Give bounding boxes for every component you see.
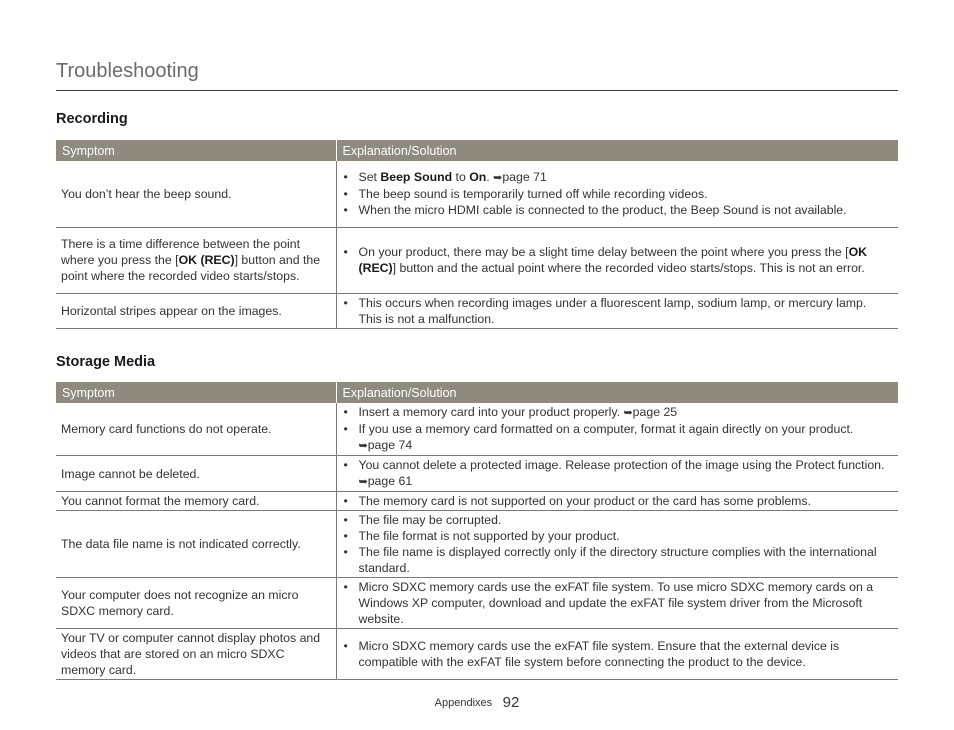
bullet-item: • Micro SDXC memory cards use the exFAT file system. To use micro SDXC memory cards on a Windows XP computer, download and update the exFAT file system driver from the Microsoft website.	[343, 579, 893, 627]
table-row	[56, 293, 898, 328]
table-row	[56, 403, 898, 456]
page-reference-arrow-icon: ➥	[623, 407, 633, 419]
table-row	[56, 511, 898, 578]
table-row	[56, 456, 898, 492]
solution-cell	[336, 511, 898, 578]
symptom-cell: Your TV or computer cannot display photos and videos that are stored on an micro SDXC memory card.	[56, 629, 336, 680]
page-number: 92	[502, 694, 520, 712]
solution-cell	[336, 403, 898, 456]
table-header-row	[56, 140, 898, 161]
page-reference: page 61	[367, 474, 413, 488]
bullet-item: • You cannot delete a protected image. Release protection of the image using the Protect function. ➥page 61	[343, 457, 893, 490]
solution-cell	[336, 456, 898, 492]
page-footer	[0, 694, 954, 712]
bullet-item: • Insert a memory card into your product properly. ➥page 25	[343, 404, 893, 421]
bullet-item: • On your product, there may be a slight time delay between the point where you press the [OK (REC)] button and the actual point where the recorded video starts/stops. This is not an error.	[343, 244, 893, 276]
recording-table	[56, 140, 898, 329]
symptom-cell: The data file name is not indicated correctly.	[56, 511, 336, 578]
symptom-cell: Your computer does not recognize an micro SDXC memory card.	[56, 578, 336, 629]
solution-column-header: Explanation/Solution	[336, 140, 898, 161]
symptom-column-header: Symptom	[56, 140, 336, 161]
solution-column-header: Explanation/Solution	[336, 382, 898, 403]
symptom-column-header: Symptom	[56, 382, 336, 403]
solution-cell	[336, 629, 898, 680]
table-row	[56, 578, 898, 629]
table-row	[56, 492, 898, 511]
page-reference-arrow-icon: ➥	[358, 476, 368, 488]
symptom-cell: You cannot format the memory card.	[56, 492, 336, 511]
table-row	[56, 629, 898, 680]
section-heading-recording: Recording	[56, 111, 128, 127]
page-reference-arrow-icon: ➥	[358, 440, 368, 452]
bullet-item: • The file name is displayed correctly only if the directory structure complies with the international standard.	[343, 544, 893, 576]
table-header-row	[56, 382, 898, 403]
footer-section-label: Appendixes	[434, 696, 493, 709]
symptom-cell: You don’t hear the beep sound.	[56, 161, 336, 227]
bullet-item: • The file format is not supported by your product.	[343, 528, 893, 544]
page-reference: page 71	[502, 170, 547, 185]
symptom-cell: Horizontal stripes appear on the images.	[56, 293, 336, 328]
storage-media-table	[56, 382, 898, 680]
table-row	[56, 161, 898, 227]
bullet-item: • Set Beep Sound to On. ➥page 71	[343, 169, 893, 186]
solution-cell	[336, 161, 898, 227]
bullet-item: • The beep sound is temporarily turned off while recording videos.	[343, 186, 893, 202]
symptom-cell: There is a time difference between the point where you press the [OK (REC)] button and the point where the recorded video starts/stops.	[56, 227, 336, 293]
solution-cell	[336, 293, 898, 328]
title-divider	[56, 90, 898, 91]
section-heading-storage-media: Storage Media	[56, 354, 156, 370]
bullet-item: • The memory card is not supported on your product or the card has some problems.	[343, 493, 893, 509]
symptom-cell: Image cannot be deleted.	[56, 456, 336, 492]
solution-cell	[336, 578, 898, 629]
page-reference: page 74	[367, 438, 413, 452]
symptom-cell: Memory card functions do not operate.	[56, 403, 336, 456]
bullet-item: • If you use a memory card formatted on a computer, format it again directly on your product. ➥page 74	[343, 421, 893, 454]
bullet-item: • This occurs when recording images under a fluorescent lamp, sodium lamp, or mercury lamp. This is not a malfunction.	[343, 295, 893, 327]
bullet-item: • Micro SDXC memory cards use the exFAT file system. Ensure that the external device is compatible with the exFAT file system before connecting the product to the device.	[343, 638, 893, 670]
solution-cell	[336, 492, 898, 511]
page-reference: page 25	[632, 405, 678, 419]
bullet-item: • The file may be corrupted.	[343, 512, 893, 528]
solution-cell	[336, 227, 898, 293]
page-reference-arrow-icon: ➥	[493, 172, 503, 185]
page-title: Troubleshooting	[56, 60, 199, 82]
table-row	[56, 227, 898, 293]
bullet-item: • When the micro HDMI cable is connected to the product, the Beep Sound is not available.	[343, 202, 893, 218]
